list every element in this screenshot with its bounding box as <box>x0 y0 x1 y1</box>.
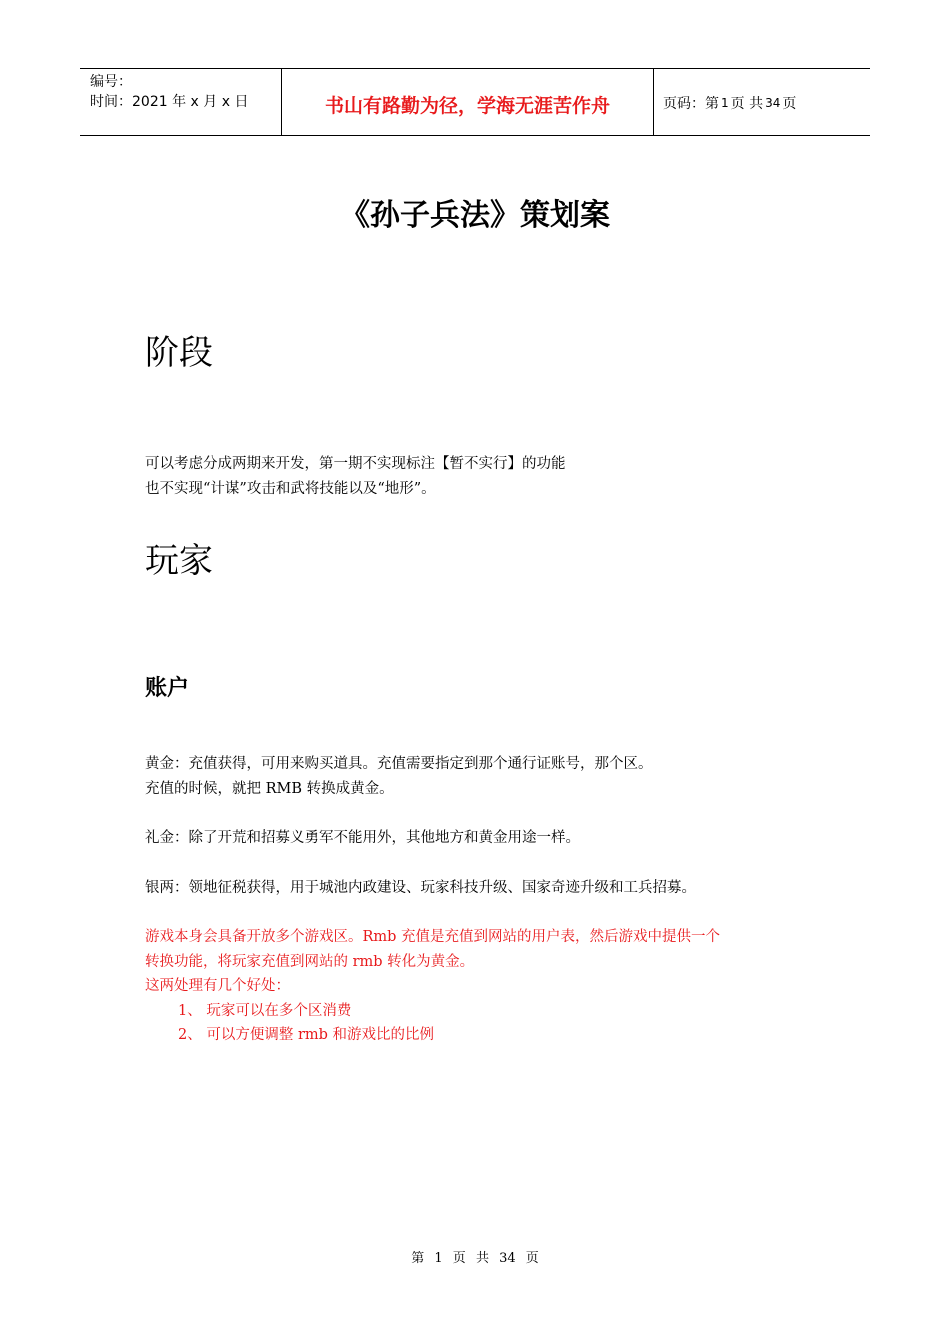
stage-line: 也不实现“计谋”攻击和武将技能以及“地形”。 <box>145 480 436 497</box>
footer-mid1: 页 <box>452 1251 466 1266</box>
footer-mid2: 共 <box>475 1251 489 1266</box>
gift-paragraph <box>145 826 835 851</box>
page-footer <box>0 1247 950 1266</box>
silver-paragraph <box>145 876 835 901</box>
page-suffix: 页 <box>782 96 797 112</box>
footer-current: 1 <box>434 1251 443 1266</box>
gold-line: 黄金：充值获得，可用来购买道具。充值需要指定到那个通行证账号，那个区。 <box>145 756 653 772</box>
header-page-cell <box>654 69 870 135</box>
gold-line: 充值的时候，就把 RMB 转换成黄金。 <box>145 780 394 797</box>
note-line: 转换功能，将玩家充值到网站的 rmb 转化为黄金。 <box>145 953 475 970</box>
section-heading-player: 玩家 <box>145 541 213 581</box>
note-line: 这两处理有几个好处： <box>145 978 290 994</box>
footer-total: 34 <box>499 1251 516 1266</box>
benefit-list-item: 2、 可以方便调整 rmb 和游戏比的比例 <box>178 1027 435 1043</box>
footer-suffix: 页 <box>525 1251 539 1266</box>
gift-line: 礼金：除了开荒和招募义勇军不能用外，其他地方和黄金用途一样。 <box>145 830 580 846</box>
benefit-list-item: 1、 玩家可以在多个区消费 <box>178 1002 352 1019</box>
stage-line: 可以考虑分成两期来开发，第一期不实现标注【暂不实行】的功能 <box>145 456 566 472</box>
header-motto-cell <box>281 69 654 135</box>
page-total: 34 <box>765 96 781 110</box>
gold-paragraph <box>145 752 835 801</box>
page-prefix: 页码：第 <box>663 96 719 112</box>
note-paragraph <box>145 925 835 1048</box>
page-current: 1 <box>721 96 729 110</box>
header-info-cell <box>80 69 281 135</box>
motto: 书山有路勤为径，学海无涯苦作舟 <box>324 94 610 117</box>
note-line: 游戏本身会具备开放多个游戏区。Rmb 充值是充值到网站的用户表，然后游戏中提供一个 <box>145 929 721 945</box>
serial-label: 编号： <box>90 74 132 90</box>
subsection-heading-account: 账户 <box>145 676 190 701</box>
section-heading-stage: 阶段 <box>145 333 213 373</box>
silver-line: 银两：领地征税获得，用于城池内政建设、玩家科技升级、国家奇迹升级和工兵招募。 <box>145 880 696 896</box>
page-mid: 页 共 <box>730 96 764 112</box>
header-table <box>80 68 870 136</box>
time-label: 时间：2021 年 x 月 x 日 <box>90 94 249 110</box>
stage-paragraph <box>145 452 835 501</box>
footer-prefix: 第 <box>411 1251 425 1266</box>
document-title: 《孙子兵法》策划案 <box>340 198 610 233</box>
